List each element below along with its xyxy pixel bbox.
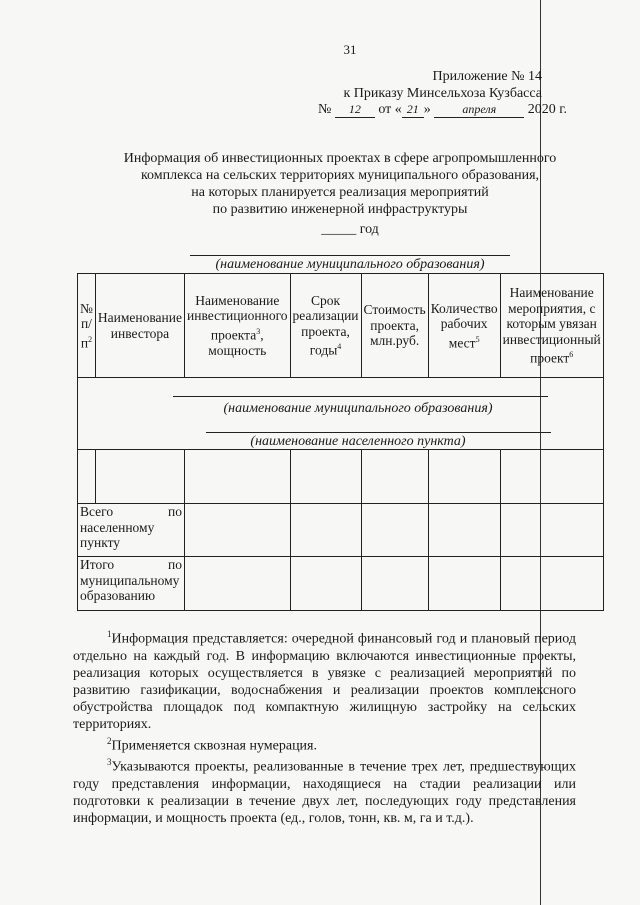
year-blank: _____ [321,222,357,237]
footnote-2: $^2$Применяется сквозная нумерация. [107,735,317,754]
table-row [78,557,604,611]
table-header-row [78,274,604,378]
investment-projects-table [77,273,604,611]
header-cell-term: Срок реализации проекта, годы$^4$ [290,274,361,378]
header-cell-number: № $п/п^2$ [78,274,96,378]
settlement-fill-line [206,432,551,433]
table-cell [361,450,428,504]
table-cell [500,557,603,611]
order-year: 2020 г. [527,102,567,117]
appendix-order-ref: к Приказу Минсельхоза Кузбасса [343,86,542,101]
table-cell [290,450,361,504]
municipal-name-caption: (наименование муниципального образования) [215,257,485,272]
order-number: 12 [335,102,375,118]
table-cell [185,450,291,504]
page-number: 31 [343,42,357,57]
appendix-header [343,68,542,102]
order-date-line [318,102,567,118]
table-cell [500,450,603,504]
table-cell [185,504,291,557]
table-row [78,450,604,504]
footnotes [73,626,576,827]
year-suffix: год [359,222,379,237]
header-cell-cost: Стоимость проекта, млн.руб. [361,274,428,378]
table-cell [78,450,96,504]
table-cell [428,557,500,611]
order-no-label: № [318,102,332,117]
header-cell-measure: Наименование мероприятия, с которым увязан инвестиционный проект$^6$ [500,274,603,378]
table-row [78,504,604,557]
table-cell [95,450,184,504]
total-municipal-label: Итого по муниципальному образованию [78,557,185,611]
table-cell [361,504,428,557]
table-cell [428,504,500,557]
table-cell [290,557,361,611]
header-cell-investor: Наименование инвестора [95,274,184,378]
appendix-number: Приложение № 14 [432,69,542,84]
table-cell [185,557,291,611]
table-cell [500,504,603,557]
title-line: Информация об инвестиционных проектах в сфере агропромышленного [123,151,557,166]
table-municipal-caption: (наименование муниципального образования) [223,401,493,416]
document-title [60,150,620,218]
footnote-1: $^1$Информация представляется: очередной финансовый год и плановый период отдельно на каждый год. В информацию включаются инвестиционные проекты, реализация которых осуществляется в увязке с реализацией мероприятий по развитию газификации, водоснабжения и реализации проектов комплексного обустройства площадок под компактную жилищную застройку на сельских территориях. [73,629,576,732]
table-settlement-caption: (наименование населенного пункта) [250,434,466,449]
total-settlement-label: Всего по населенному пункту [78,504,185,557]
header-cell-project-name: Наименование инвестиционного проекта$^3$, мощность [185,274,291,378]
order-quote-close: » [423,102,431,117]
header-cell-jobs: Количество рабочих мест$^5$ [428,274,500,378]
order-from-label: от « [378,102,402,117]
title-line: по развитию инженерной инфраструктуры [212,202,468,217]
municipal-fill-line [173,396,548,397]
order-month: апреля [434,102,524,118]
caption-cell [78,378,604,450]
table-cell [428,450,500,504]
table-cell [290,504,361,557]
table-cell [361,557,428,611]
municipal-name-fill-line [190,255,510,256]
title-line: комплекса на сельских территориях муниципального образования, [140,168,540,183]
order-day: 21 [402,102,424,118]
table-caption-row [78,378,604,450]
footnote-3: $^3$Указываются проекты, реализованные в течение трех лет, предшествующих году представления информации, находящиеся на стадии реализации или подготовки к реализации в течение двух лет, последующих году представления информации, и мощность проекта (ед., голов, тонн, кв. м, га и т.д.). [73,757,576,826]
title-line: на которых планируется реализация мероприятий [191,185,489,200]
year-line [0,222,640,238]
